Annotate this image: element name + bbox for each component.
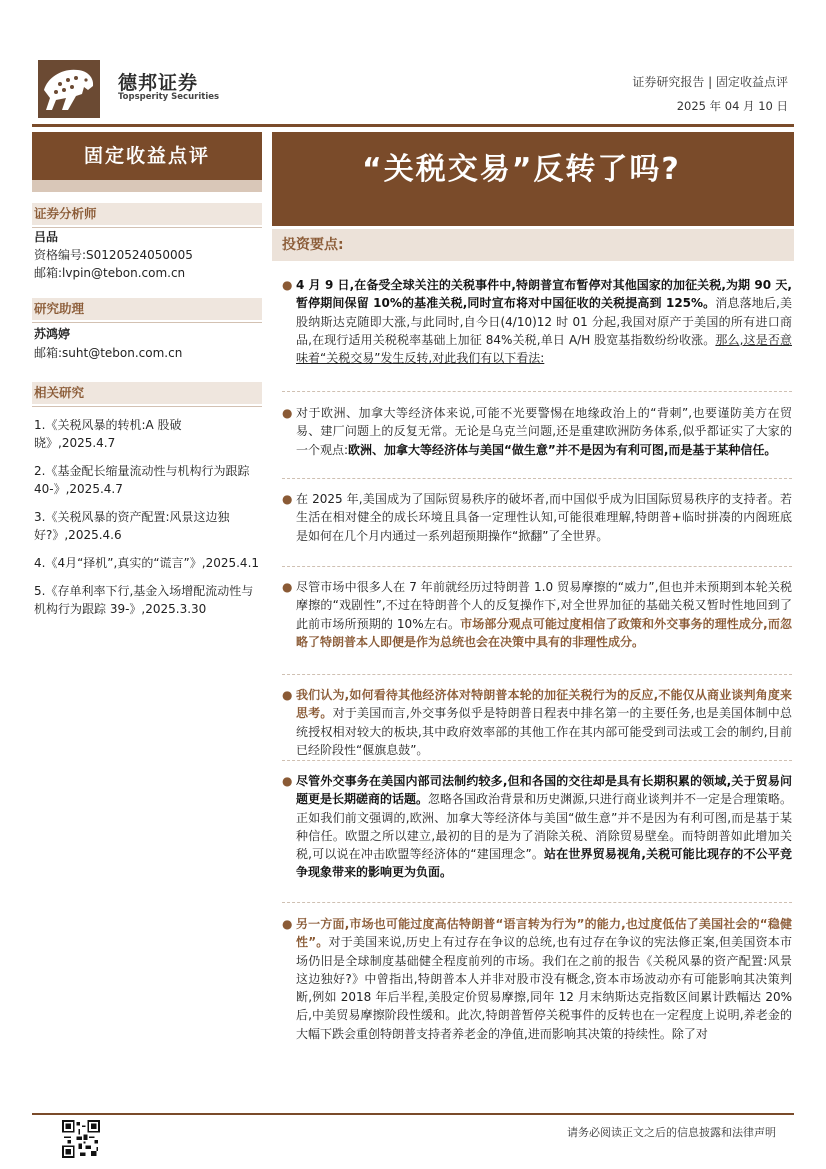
leopard-logo-icon — [38, 60, 100, 118]
invest-point — [282, 578, 792, 651]
invest-point — [282, 404, 792, 459]
report-type: 证券研究报告 | 固定收益点评 — [632, 75, 788, 89]
analyst-license: 资格编号:S0120524050005 — [34, 248, 193, 262]
bullet-dot-icon: ● — [282, 278, 293, 292]
invest-point-text: 尽管外交事务在美国内部司法制约较多,但和各国的交往却是具有长期积累的领域,关于贸易问题更是长期磋商的话题。 — [296, 774, 792, 807]
brand-name-cn: 德邦证券 — [118, 72, 199, 94]
bullet-dot-icon: ● — [282, 580, 293, 594]
invest-point-text: 我们认为,如何看待其他经济体对特朗普本轮的加征关税行为的反应,不能仅从商业谈判角度来思考。 — [296, 688, 792, 721]
invest-point — [282, 490, 792, 545]
invest-point-text: 市场部分观点可能过度相信了政策和外交事务的理性成分,而忽略了特朗普本人即便是作为总统也会在决策中具有的非理性成分。 — [296, 616, 792, 649]
disclaimer-text: 请务必阅读正文之后的信息披露和法律声明 — [567, 1126, 776, 1139]
analyst-email: 邮箱:lvpin@tebon.com.cn — [34, 266, 186, 280]
invest-point-text: 站在世界贸易视角,关税可能比现存的不公平竞争现象带来的影响更为负面。 — [296, 847, 792, 880]
invest-points-heading: 投资要点: — [272, 229, 794, 261]
assistant-heading: 研究助理 — [32, 298, 262, 320]
invest-point-text: 4 月 9 日,在备受全球关注的关税事件中,特朗普宣布暂停对其他国家的加征关税,为期 90 天,暂停期间保留 10%的基准关税,同时宣布将对中国征收的关税提高到 125%。 — [296, 278, 792, 311]
invest-point-text: 对于美国来说,历史上有过存在争议的总统,也有过存在争议的宪法修正案,但美国资本市场仍旧是全球制度基础健全程度前列的市场。我们在之前的报告《关税风暴的资产配置:风景这边独好?》中曾指出,特朗普本人并非对股市没有概念,资本市场波动亦有可能影响其决策判断,例如 2018 年后半程,美股定价贸易摩擦,同年 12 月末纳斯达克指数区间累计跌幅达 20%后,中美贸易摩擦阶段性缓和。此次,特朗普暂停关税事件的反转也在一定程度上说明,养老金的大幅下跌会重创特朗普支持者养老金的净值,进而影响其决策的持续性。除了对 — [296, 935, 793, 1041]
bullet-separator — [282, 478, 792, 479]
invest-point — [282, 686, 792, 759]
related-item[interactable]: 2.《基金配长缩量流动性与机构行为跟踪 40-》,2025.4.7 — [34, 464, 250, 496]
assistant-name: 苏鸿婷 — [34, 327, 71, 341]
assistant-email: 邮箱:suht@tebon.com.cn — [34, 346, 183, 360]
invest-point-text: 忽略各国政治背景和历史渊源,只进行商业谈判并不一定是合理策略。正如我们前文强调的,欧洲、加拿大等经济体与美国“做生意”并不是因为有利可图,而是基于某种信任。欧盟之所以建立,最初的目的是为了消除关税、消除贸易壁垒。而特朗普如此增加关税,可以说在冲击欧盟等经济体的“建国理念”。 — [296, 792, 792, 862]
report-date: 2025 年 04 月 10 日 — [676, 99, 788, 113]
invest-point-text: 欧洲、加拿大等经济体与美国“做生意”并不是因为有利可图,而是基于某种信任。 — [348, 442, 777, 457]
related-research-list — [34, 416, 262, 628]
invest-point-text: 对于美国而言,外交事务似乎是特朗普日程表中排名第一的主要任务,也是美国体制中总统授权相对较大的板块,其中政府效率部的其他工作在其内部可能受到司法或工会的制约,目前已经阶段性“偃旗息鼓”。 — [296, 706, 792, 757]
invest-point-text: 另一方面,市场也可能过度高估特朗普“语言转为行为”的能力,也过度低估了美国社会的“稳健性”。 — [296, 917, 792, 950]
invest-point-text: 对于欧洲、加拿大等经济体来说,可能不光要警惕在地缘政治上的“背刺”,也要谨防美方在贸易、建厂问题上的反复无常。无论是乌克兰问题,还是重建欧洲防务体系,似乎都证实了大家的一个观点: — [296, 406, 792, 457]
header-divider — [32, 124, 794, 127]
category-band: 固定收益点评 — [32, 132, 262, 180]
related-item[interactable]: 1.《关税风暴的转机:A 股破晓》,2025.4.7 — [34, 418, 182, 450]
footer-divider — [32, 1113, 794, 1115]
qr-code-icon — [62, 1120, 100, 1158]
analyst-heading: 证券分析师 — [32, 203, 262, 225]
related-item[interactable]: 5.《存单利率下行,基金入场增配流动性与机构行为跟踪 39-》,2025.3.30 — [34, 584, 254, 616]
related-item[interactable]: 4.《4月“择机”,真实的“谎言”》,2025.4.1 — [34, 556, 260, 570]
page-title: “关税交易”反转了吗? — [272, 132, 794, 226]
bullet-dot-icon: ● — [282, 774, 293, 788]
bullet-separator — [282, 674, 792, 675]
invest-point-text: 消息落地后,美股纳斯达克随即大涨,与此同时,自今日(4/10)12 时 01 分起,我国对原产于美国的所有进口商品,在现行适用关税税率基础上加征 84%关税,单日 A/H 股宽基指数纷纷收涨。 — [296, 296, 792, 347]
related-heading: 相关研究 — [32, 382, 262, 404]
invest-point — [282, 276, 792, 367]
bullet-dot-icon: ● — [282, 917, 293, 931]
related-item[interactable]: 3.《关税风暴的资产配置:风景这边独好?》,2025.4.6 — [34, 510, 230, 542]
bullet-separator — [282, 566, 792, 567]
brand-name-en: Topsperity Securities — [118, 92, 220, 102]
bullet-dot-icon: ● — [282, 406, 293, 420]
invest-point — [282, 772, 792, 882]
analyst-name: 吕品 — [34, 230, 59, 244]
invest-point-text: 在 2025 年,美国成为了国际贸易秩序的破坏者,而中国似乎成为旧国际贸易秩序的支持者。若生活在相对健全的成长环境且具备一定理性认知,可能很难理解,特朗普+临时拼凑的内阁班底是如何在几个月内通过一系列超预期操作“掀翻”了全世界。 — [296, 492, 792, 543]
invest-point-text: 那么,这是否意味着“关税交易”发生反转,对此我们有以下看法: — [296, 332, 792, 366]
category-band-shadow — [32, 180, 262, 192]
bullet-dot-icon: ● — [282, 688, 293, 702]
bullet-separator — [282, 760, 792, 761]
bullet-separator — [282, 391, 792, 392]
invest-point-text: 尽管市场中很多人在 7 年前就经历过特朗普 1.0 贸易摩擦的“威力”,但也并未预期到本轮关税摩擦的“戏剧性”,不过在特朗普个人的反复操作下,对全世界加征的基础关税又暂时性地回到了此前市场所预期的 10%左右。 — [296, 580, 792, 631]
bullet-dot-icon: ● — [282, 492, 293, 506]
invest-point — [282, 915, 792, 1043]
bullet-separator — [282, 902, 792, 903]
